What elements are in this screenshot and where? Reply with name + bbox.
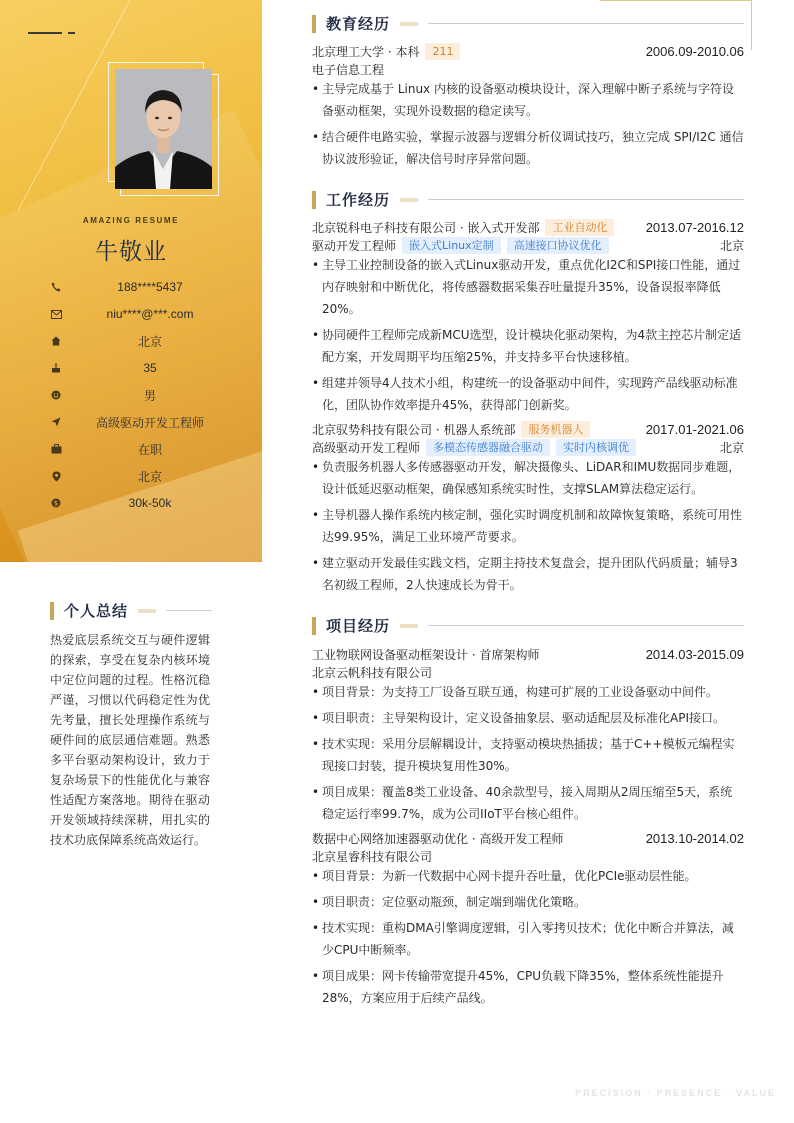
job-company: 北京锐科电子科技有限公司 · 嵌入式开发部 <box>312 220 540 235</box>
avatar <box>115 69 212 189</box>
job-skill-tag: 高速接口协议优化 <box>507 237 609 254</box>
section-bar <box>312 191 316 209</box>
section-line <box>428 23 744 24</box>
projects-title: 项目经历 <box>326 617 391 635</box>
footer-slogan: PRECISION · PRESENCE · VALUE <box>575 1088 776 1098</box>
education-date: 2006.09-2010.06 <box>645 43 744 59</box>
avatar-illustration <box>115 69 212 189</box>
school-tag: 211 <box>425 43 460 60</box>
target-city-value: 北京 <box>137 469 162 484</box>
section-pill <box>138 609 156 613</box>
section-line <box>166 610 212 611</box>
work-title: 工作经历 <box>326 191 391 209</box>
info-salary <box>50 494 230 512</box>
gender-value: 男 <box>143 388 156 403</box>
residence-value: 北京 <box>137 334 162 349</box>
project-date: 2014.03-2015.09 <box>645 646 744 662</box>
job-role: 高级驱动开发工程师 <box>312 440 421 455</box>
job-header <box>312 420 744 438</box>
send-icon <box>50 416 62 428</box>
job-industry-tag: 服务机器人 <box>521 421 590 438</box>
age-value: 35 <box>143 361 157 375</box>
job-header <box>312 218 744 236</box>
section-bar <box>312 617 316 635</box>
project-company-row <box>312 663 744 681</box>
info-age <box>50 359 230 377</box>
info-email <box>50 305 230 323</box>
job-skill-tag: 多模态传感器融合驱动 <box>426 439 550 456</box>
salary-value: 30k-50k <box>128 496 172 510</box>
job-bullet: • 协同硬件工程师完成新MCU选型，设计模块化驱动架构，为4款主控芯片制定适配方案，开发周期平均压缩25%，并支持多平台快速移植。 <box>312 324 744 368</box>
status-value: 在职 <box>137 442 162 457</box>
phone-value: 188****5437 <box>117 280 183 294</box>
job-company: 北京驭势科技有限公司 · 机器人系统部 <box>312 422 516 437</box>
project-bullet: • 项目职责：定位驱动瓶颈，制定端到端优化策略。 <box>312 891 744 913</box>
resume-tagline: AMAZING RESUME <box>82 216 180 225</box>
project-header <box>312 829 744 847</box>
info-status <box>50 440 230 458</box>
project-bullet: • 项目职责：主导架构设计，定义设备抽象层、驱动适配层及标准化API接口。 <box>312 707 744 729</box>
project-company-row <box>312 847 744 865</box>
deco-dash-long <box>28 32 62 34</box>
summary-heading <box>50 600 212 621</box>
job-role-row <box>312 236 744 254</box>
project-bullet: • 项目成果：网卡传输带宽提升45%，CPU负载下降35%，整体系统性能提升28%，方案应用于后续产品线。 <box>312 965 744 1009</box>
project-company: 北京云帆科技有限公司 <box>312 665 433 680</box>
job-industry-tag: 工业自动化 <box>545 219 614 236</box>
major-row <box>312 60 744 78</box>
info-target-city <box>50 467 230 485</box>
project-header <box>312 645 744 663</box>
job-city: 北京 <box>719 238 744 253</box>
section-pill <box>400 198 418 202</box>
project-company: 北京星睿科技有限公司 <box>312 849 433 864</box>
section-bar <box>312 15 316 33</box>
project-bullet: • 技术实现：重构DMA引擎调度逻辑，引入零拷贝技术；优化中断合并算法，减少CPU中断频率。 <box>312 917 744 961</box>
job-city: 北京 <box>719 440 744 455</box>
job-bullet: • 负责服务机器人多传感器驱动开发，解决摄像头、LiDAR和IMU数据同步难题，设计低延迟驱动框架，确保感知系统实时性，支撑SLAM算法稳定运行。 <box>312 456 744 500</box>
svg-text:$: $ <box>53 499 59 508</box>
job-role-row <box>312 438 744 456</box>
education-row <box>312 42 744 60</box>
email-value: niu****@***.com <box>106 307 194 321</box>
section-pill <box>400 624 418 628</box>
education-bullet: • 结合硬件电路实验，掌握示波器与逻辑分析仪调试技巧，独立完成 SPI/I2C 通信协议波形验证，解决信号时序异常问题。 <box>312 126 744 170</box>
project-name: 数据中心网络加速器驱动优化 · 高级开发工程师 <box>312 831 564 846</box>
section-line <box>428 199 744 200</box>
job-bullet: • 主导工业控制设备的嵌入式Linux驱动开发，重点优化I2C和SPI接口性能，通过内存映射和中断优化，将传感器数据采集吞吐量提升35%，设备误报率降低20%。 <box>312 254 744 320</box>
project-bullet: • 技术实现：采用分层解耦设计，支持驱动模块热插拔；基于C++模板元编程实现接口封装，提升模块复用性30%。 <box>312 733 744 777</box>
phone-icon <box>50 281 62 293</box>
project-date: 2013.10-2014.02 <box>645 830 744 846</box>
location-pin-icon <box>50 470 62 482</box>
major-name: 电子信息工程 <box>312 62 385 77</box>
summary-title: 个人总结 <box>64 602 129 620</box>
job-bullet: • 组建并领导4人技术小组，构建统一的设备驱动中间件，实现跨产品线驱动标准化，团队协作效率提升45%，获得部门创新奖。 <box>312 372 744 416</box>
job-date: 2013.07-2016.12 <box>645 219 744 235</box>
mail-icon <box>50 308 62 320</box>
project-bullet: • 项目成果：覆盖8类工业设备、40余款型号，接入周期从2周压缩至5天，系统稳定运行率99.7%，成为公司IIoT平台核心组件。 <box>312 781 744 825</box>
left-panel <box>0 0 262 562</box>
project-bullet: • 项目背景：为支持工厂设备互联互通，构建可扩展的工业设备驱动中间件。 <box>312 681 744 703</box>
info-gender <box>50 386 230 404</box>
job-skill-tag: 嵌入式Linux定制 <box>402 237 501 254</box>
job-date: 2017.01-2021.06 <box>645 421 744 437</box>
briefcase-icon <box>50 443 62 455</box>
school-name: 北京理工大学 · 本科 <box>312 44 420 59</box>
education-heading <box>312 13 744 34</box>
target-position-value: 高级驱动开发工程师 <box>95 415 204 430</box>
section-line <box>428 625 744 626</box>
education-title: 教育经历 <box>326 15 391 33</box>
job-role: 驱动开发工程师 <box>312 238 397 253</box>
projects-heading <box>312 615 744 636</box>
info-target-position <box>50 413 230 431</box>
deco-dash-short <box>68 32 75 34</box>
section-pill <box>400 22 418 26</box>
home-icon <box>50 335 62 347</box>
summary-text: 热爱底层系统交互与硬件逻辑的探索，享受在复杂内核环境中定位问题的过程。性格沉稳严谨，习惯以代码稳定性为优先考量，擅长处理操作系统与硬件间的底层通信难题。熟悉多平台驱动架构设计，致力于复杂场景下的性能优化与兼容性适配方案落地。期待在驱动开发领域持续深耕，用扎实的技术功底保障系统高效运行。 <box>50 633 210 847</box>
job-bullet: • 主导机器人操作系统内核定制，强化实时调度机制和故障恢复策略，系统可用性达99.95%，满足工业环境严苛要求。 <box>312 504 744 548</box>
info-phone <box>50 278 230 296</box>
info-residence <box>50 332 230 350</box>
smile-icon <box>50 389 62 401</box>
money-icon <box>50 497 62 509</box>
job-bullet: • 建立驱动开发最佳实践文档，定期主持技术复盘会，提升团队代码质量；辅导3名初级工程师，2人快速成长为骨干。 <box>312 552 744 596</box>
project-bullet: • 项目背景：为新一代数据中心网卡提升吞吐量，优化PCIe驱动层性能。 <box>312 865 744 887</box>
cake-icon <box>50 362 62 374</box>
section-bar <box>50 602 54 620</box>
job-skill-tag: 实时内核调优 <box>556 439 636 456</box>
education-bullet: • 主导完成基于 Linux 内核的设备驱动模块设计，深入理解中断子系统与字符设备驱动框架，实现外设数据的稳定读写。 <box>312 78 744 122</box>
work-heading <box>312 189 744 210</box>
project-name: 工业物联网设备驱动框架设计 · 首席架构师 <box>312 647 540 662</box>
candidate-name: 牛敬业 <box>95 239 167 265</box>
